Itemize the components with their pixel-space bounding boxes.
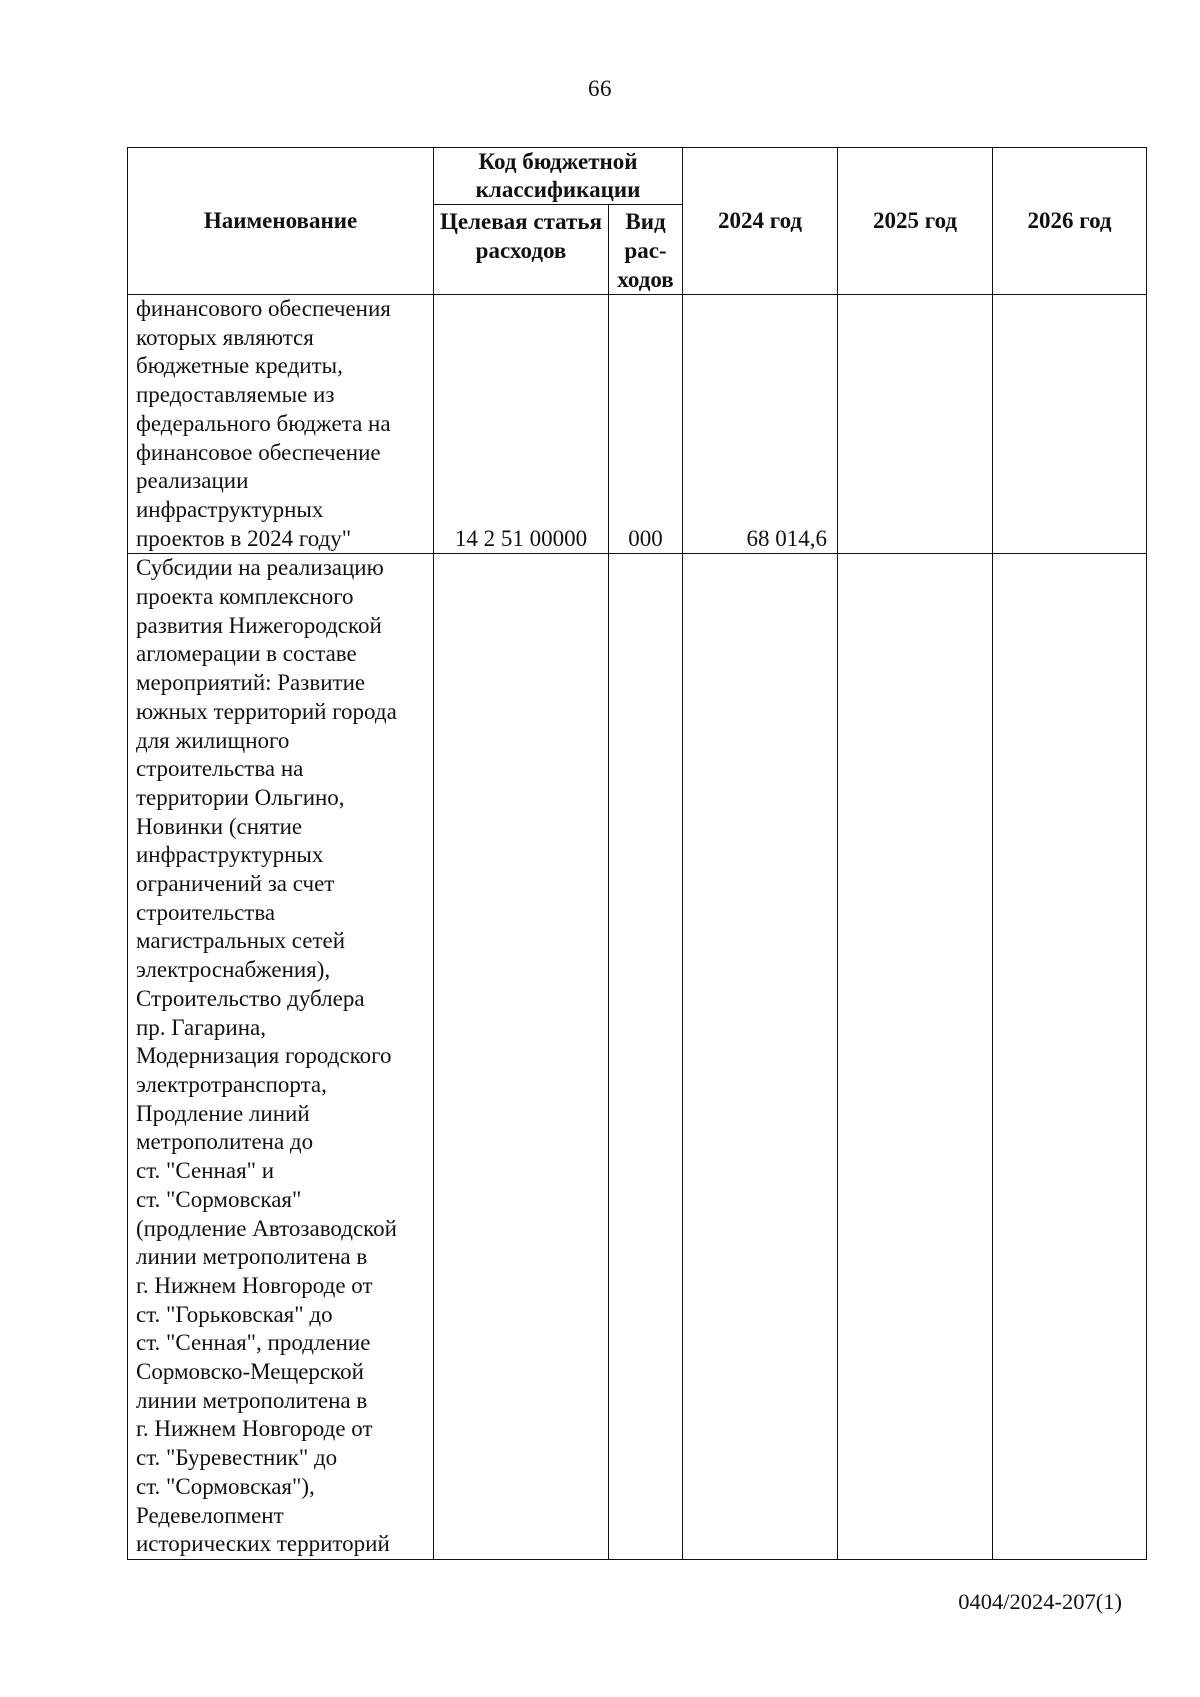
row-name-cell: Субсидии на реализацию проекта комплексного развития Нижегородской агломерации в составе мероприятий: Развитие южных территорий города для жилищного строительства на территории Ольгино, Новинки (снятие инфраструктурных ограничений за счет строительства магистральных сетей электроснабжения), Строительство дублера пр. Гагарина, Модернизация городского электротранспорта, Продление линий метрополитена до ст. "Сенная" и ст. "Сормовская" (продление Автозаводской линии метрополитена в г. Нижнем Новгороде от ст. "Горьковская" до ст. "Сенная", продление Сормовско-Мещерской линии метрополитена в г. Нижнем Новгороде от ст. "Буревестник" до ст. "Сормовская"), Редевелопмент исторических территорий (128, 554, 434, 1560)
header-target-article: Целевая статья расходов (434, 205, 609, 295)
header-name: Наименование (128, 148, 434, 295)
target-article-cell (434, 554, 609, 1560)
value-2025-cell (838, 295, 993, 554)
value-2024-cell: 68 014,6 (683, 295, 838, 554)
header-year-2026: 2026 год (993, 148, 1147, 295)
value-2026-cell (993, 554, 1147, 1560)
expense-type-cell: 000 (609, 295, 683, 554)
page-number: 66 (588, 76, 612, 101)
budget-table (127, 147, 1147, 1560)
value-2024-cell (683, 554, 838, 1560)
value-2025-cell (838, 554, 993, 1560)
target-article-cell: 14 2 51 00000 (434, 295, 609, 554)
expense-type-cell (609, 554, 683, 1560)
table-row (128, 554, 1147, 1560)
header-code-group: Код бюджетной классификации (434, 148, 683, 205)
header-year-2025: 2025 год (838, 148, 993, 295)
document-code: 0404/2024-207(1) (958, 1589, 1122, 1614)
table-row (128, 295, 1147, 554)
header-expense-type: Вид рас-ходов (609, 205, 683, 295)
value-2026-cell (993, 295, 1147, 554)
row-name-cell: финансового обеспечения которых являются бюджетные кредиты, предоставляемые из федерального бюджета на финансовое обеспечение реализации инфраструктурных проектов в 2024 году" (128, 295, 434, 554)
header-year-2024: 2024 год (683, 148, 838, 295)
